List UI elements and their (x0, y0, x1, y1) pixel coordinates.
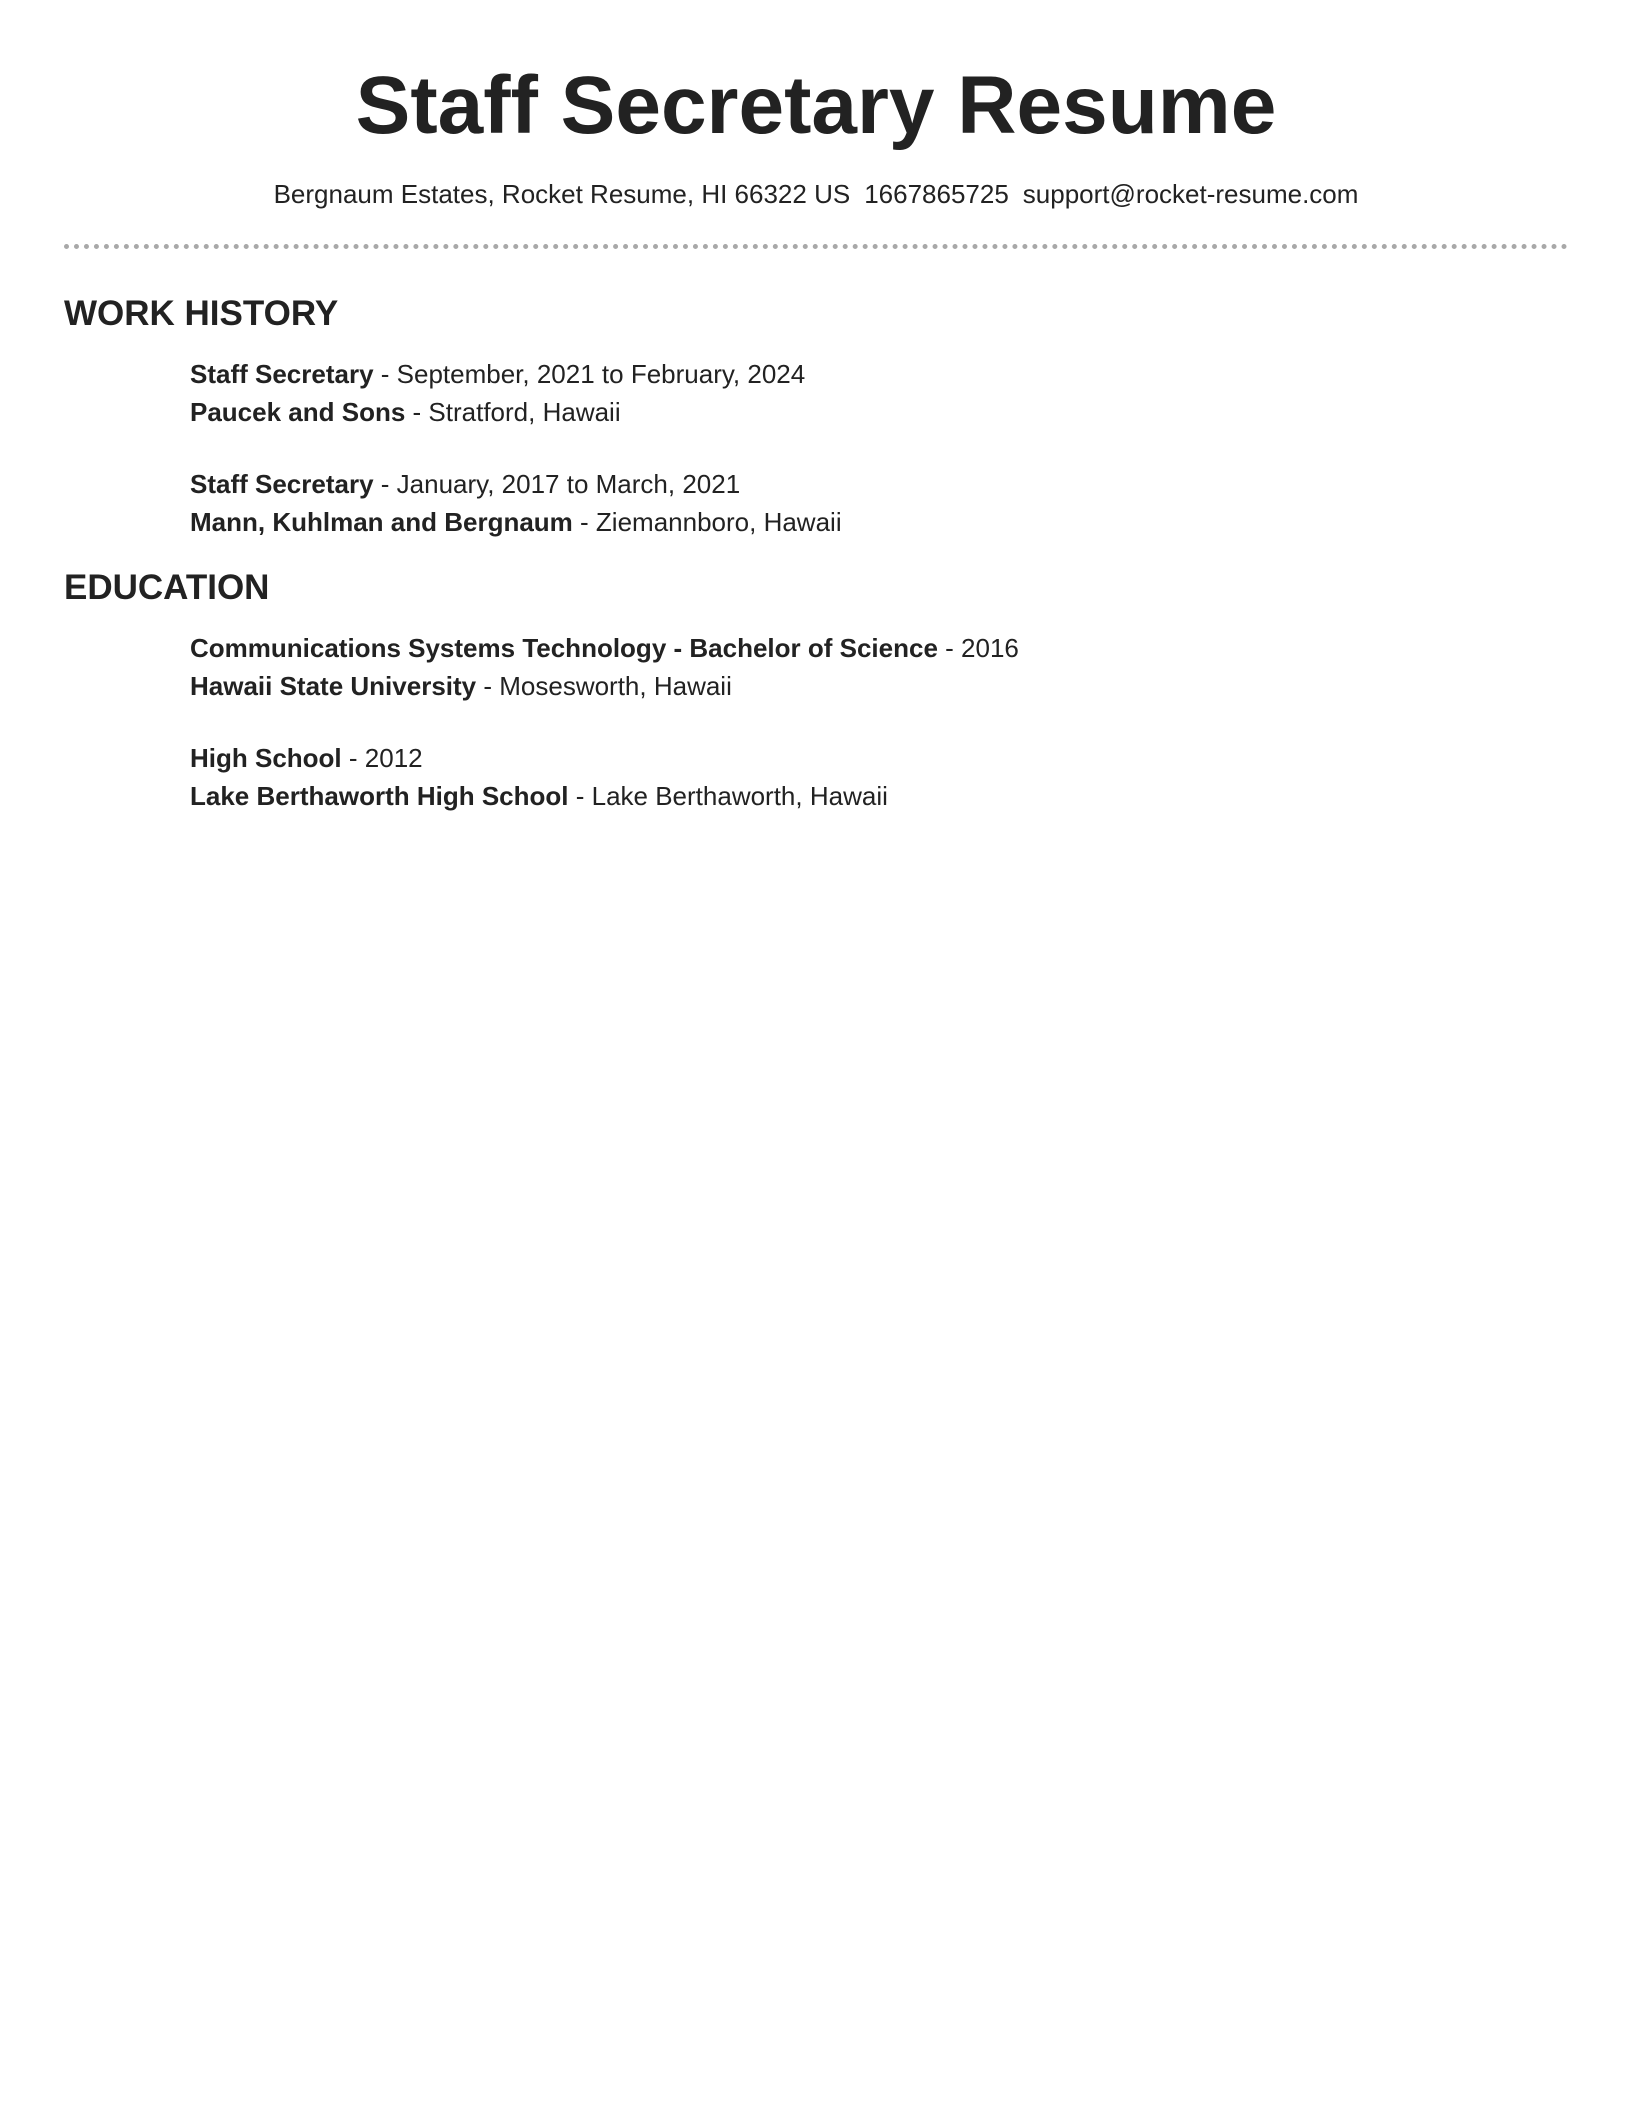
separator: - (373, 469, 397, 499)
work-entry-role-line (190, 355, 1568, 393)
work-entry-company-line (190, 503, 1568, 541)
separator: - (572, 507, 596, 537)
separator: - (405, 397, 429, 427)
education-entry-school-line (190, 777, 1568, 815)
work-entry-role-line (190, 465, 1568, 503)
work-dates: September, 2021 to February, 2024 (396, 359, 806, 389)
work-dates: January, 2017 to March, 2021 (396, 469, 741, 499)
work-entry (190, 465, 1568, 541)
contact-email: support@rocket-resume.com (1022, 179, 1359, 209)
separator: - (568, 781, 592, 811)
education-school: Lake Berthaworth High School (190, 781, 569, 811)
work-location: Stratford, Hawaii (428, 397, 621, 427)
work-entry (190, 355, 1568, 431)
education-year: 2012 (364, 743, 423, 773)
education-entry (190, 739, 1568, 815)
work-history-heading: WORK HISTORY (64, 294, 339, 333)
separator: - (373, 359, 397, 389)
contact-info (64, 178, 1568, 210)
work-company: Mann, Kuhlman and Bergnaum (190, 507, 573, 537)
education-list (64, 629, 1568, 815)
separator: - (476, 671, 500, 701)
education-entry-degree-line (190, 629, 1568, 667)
education-heading: EDUCATION (64, 568, 270, 607)
work-history-list (64, 355, 1568, 541)
education-location: Mosesworth, Hawaii (499, 671, 732, 701)
work-company: Paucek and Sons (190, 397, 406, 427)
education-location: Lake Berthaworth, Hawaii (591, 781, 888, 811)
contact-address: Bergnaum Estates, Rocket Resume, HI 66322 US (273, 179, 851, 209)
contact-phone: 1667865725 (864, 179, 1009, 209)
separator: - (341, 743, 365, 773)
education-entry-school-line (190, 667, 1568, 705)
education-degree: Communications Systems Technology - Bachelor of Science (190, 633, 938, 663)
resume-title: Staff Secretary Resume (355, 60, 1277, 151)
separator: - (937, 633, 962, 663)
education-school: Hawaii State University (190, 671, 477, 701)
work-role: Staff Secretary (190, 469, 374, 499)
education-year: 2016 (961, 633, 1019, 663)
header-divider (64, 244, 1568, 249)
education-degree: High School (190, 743, 342, 773)
education-entry (190, 629, 1568, 705)
work-location: Ziemannboro, Hawaii (595, 507, 842, 537)
work-role: Staff Secretary (190, 359, 374, 389)
work-entry-company-line (190, 393, 1568, 431)
education-entry-degree-line (190, 739, 1568, 777)
